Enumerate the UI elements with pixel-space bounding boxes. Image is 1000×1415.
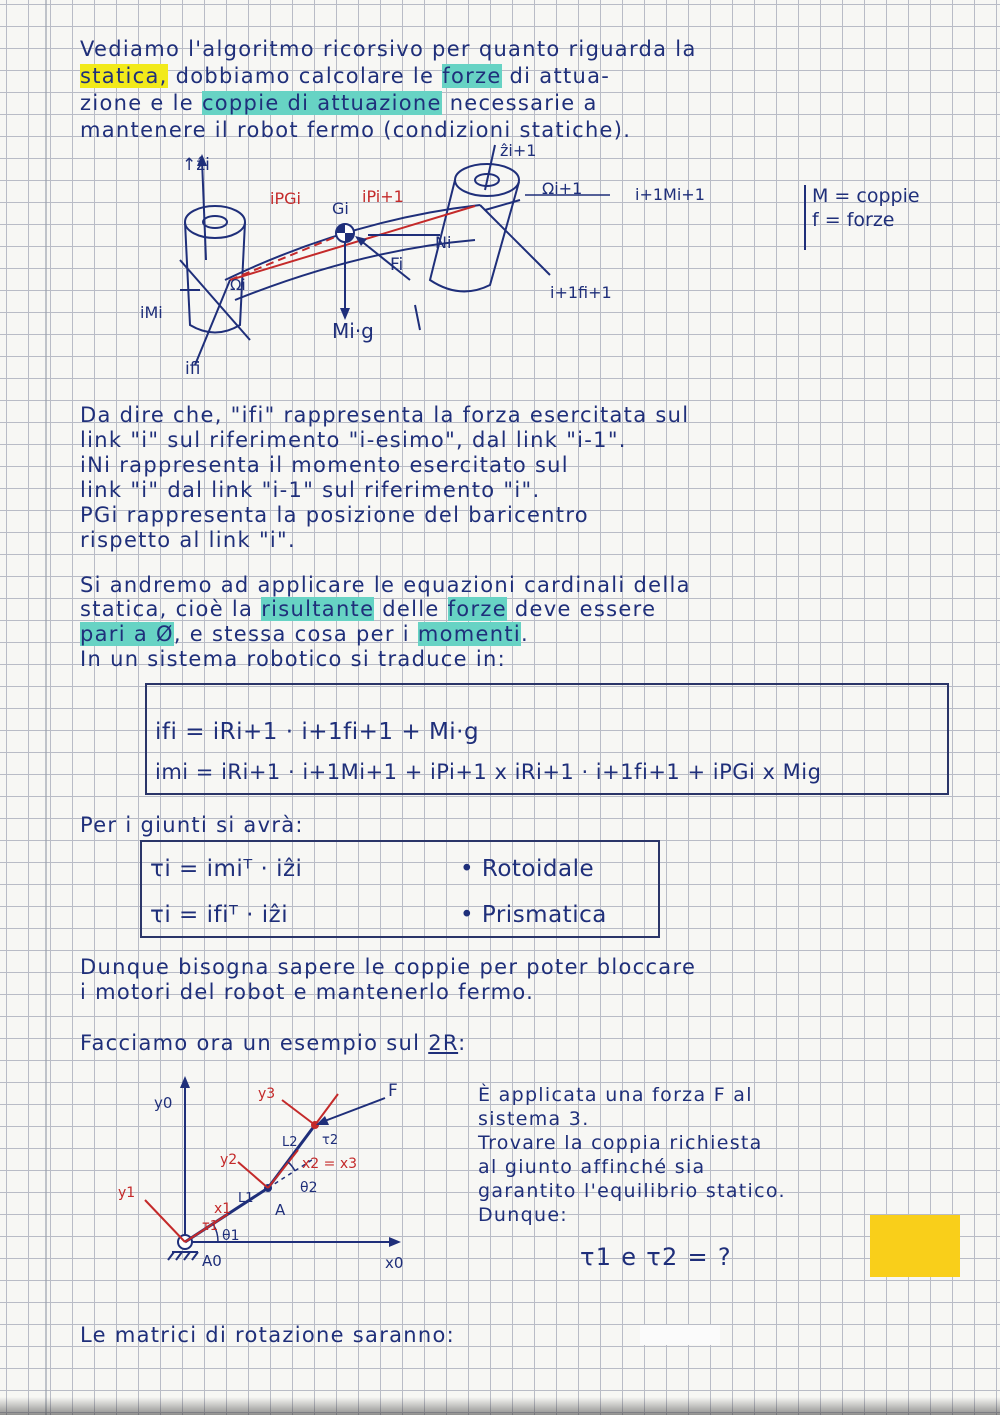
page-bottom-shadow — [0, 1397, 1000, 1415]
planar-2r-diagram — [110, 1070, 470, 1285]
label-Ni: Ni — [435, 233, 452, 252]
label-i1Mi1: i+1Mi+1 — [635, 185, 705, 204]
label-y0: y0 — [154, 1094, 173, 1112]
joint-rotoidal-equation: τi = imiᵀ · iẑi — [150, 856, 303, 882]
example-text-2: sistema 3. — [478, 1108, 590, 1130]
joints-intro: Per i giunti si avrà: — [80, 813, 304, 837]
label-x0: x0 — [385, 1254, 404, 1272]
label-iMi: iMi — [140, 303, 163, 322]
label-theta2: θ2 — [300, 1180, 318, 1196]
label-y3: y3 — [258, 1086, 276, 1102]
example-text-4: al giunto affinché sia — [478, 1156, 706, 1178]
intro-line-4: mantenere il robot fermo (condizioni statiche). — [80, 118, 632, 142]
label-Mig: Mi·g — [332, 319, 374, 343]
label-i1fi1: i+1fi+1 — [550, 283, 612, 302]
equations-intro-line-1: Si andremo ad applicare le equazioni cardinali della — [80, 573, 691, 597]
example-text-5: garantito l'equilibrio statico. — [478, 1180, 786, 1202]
force-i1fi1-line — [480, 205, 550, 275]
intro-line-1: Vediamo l'algoritmo ricorsivo per quanto riguarda la — [80, 37, 697, 61]
label-Gi: Gi — [332, 199, 349, 218]
frame-2 — [238, 1150, 298, 1188]
label-omega-i: Ωi — [230, 276, 246, 294]
label-iPi1: iPi+1 — [362, 187, 404, 206]
highlight-momenti: momenti — [417, 622, 522, 646]
axis-zi1 — [485, 145, 495, 190]
label-Fi: Fi — [390, 255, 404, 275]
margin-line — [45, 0, 47, 1415]
label-ifi: ifi — [185, 359, 201, 379]
label-y2: y2 — [220, 1152, 238, 1168]
example-text-6: Dunque: — [478, 1204, 569, 1226]
explanation-line-1: Da dire che, "ifi" rappresenta la forza esercitata sul — [80, 403, 690, 427]
example-title-2R: 2R — [428, 1031, 459, 1055]
label-tau2: τ2 — [322, 1133, 339, 1148]
conclusion-line-1: Dunque bisogna sapere le coppie per poter bloccare — [80, 955, 697, 979]
whiteout-patch — [640, 1325, 720, 1345]
example-text-3: Trovare la coppia richiesta — [478, 1132, 763, 1154]
explanation-line-5: PGi rappresenta la posizione del baricentro — [80, 503, 589, 527]
explanation-line-2: link "i" sul riferimento "i-esimo", dal link "i-1". — [80, 428, 627, 452]
label-A0: A0 — [202, 1252, 222, 1270]
intro-line-3: zione e le coppie di attuazione necessarie a — [80, 91, 598, 115]
explanation-line-3: iNi rappresenta il momento esercitato sul — [80, 453, 569, 477]
label-y1: y1 — [118, 1185, 136, 1201]
joint-prismatic-label: • Prismatica — [460, 902, 607, 928]
label-F: F — [388, 1081, 398, 1101]
label-tau1: τ1 — [202, 1219, 219, 1234]
joint-i1-cylinder — [430, 164, 519, 291]
intro-line-2: statica, dobbiamo calcolare le forze di attua- — [80, 64, 611, 88]
label-x2-x3: x2 = x3 — [302, 1156, 358, 1172]
vector-iPGi — [230, 233, 345, 280]
angle-theta2-arc — [288, 1162, 295, 1171]
legend-forze: f = forze — [812, 209, 895, 231]
label-omega-i1: Ωi+1 — [542, 179, 583, 198]
example-title: Facciamo ora un esempio sul 2R: — [80, 1031, 467, 1055]
ground-hatch — [168, 1252, 198, 1260]
joint-prismatic-equation: τi = ifiᵀ · iẑi — [150, 902, 289, 928]
label-A: A — [275, 1201, 286, 1219]
force-ifi-line — [195, 280, 230, 365]
axis-zi — [202, 160, 206, 260]
conclusion-line-2: i motori del robot e mantenerlo fermo. — [80, 980, 535, 1004]
equations-intro-line-3: pari a Ø, e stessa cosa per i momenti. — [80, 622, 529, 646]
highlight-coppie: coppie di attuazione — [201, 91, 442, 115]
label-theta1: θ1 — [222, 1228, 240, 1244]
label-zi1: ẑi+1 — [500, 141, 537, 160]
label-zi: ↑ẑi — [182, 155, 210, 175]
highlight-forze-2: forze — [447, 597, 507, 621]
label-L1: L1 — [238, 1191, 254, 1206]
example-text-1: È applicata una forza F al — [478, 1084, 753, 1106]
highlight-forze: forze — [442, 64, 502, 88]
highlight-risultante: risultante — [261, 597, 375, 621]
explanation-line-4: link "i" dal link "i-1" sul riferimento "i". — [80, 478, 541, 502]
label-x1: x1 — [214, 1201, 232, 1217]
joint-i-cylinder — [185, 206, 245, 333]
explanation-line-6: rispetto al link "i". — [80, 528, 296, 552]
equation-force: ifi = iRi+1 · i+1fi+1 + Mi·g — [155, 719, 480, 745]
label-iPGi: iPGi — [270, 189, 301, 208]
link-force-diagram — [120, 140, 960, 380]
equation-moment: imi = iRi+1 · i+1Mi+1 + iPi+1 x iRi+1 · i+1fi+1 + iPGi x Mig — [155, 760, 822, 784]
example-question: τ1 e τ2 = ? — [580, 1243, 732, 1271]
sticky-note — [870, 1215, 960, 1277]
equations-intro-line-4: In un sistema robotico si traduce in: — [80, 647, 506, 671]
highlight-pari: pari a Ø — [80, 622, 174, 646]
footer-line: Le matrici di rotazione saranno: — [80, 1323, 456, 1347]
legend-coppie: M = coppie — [812, 185, 920, 207]
joint-rotoidal-label: • Rotoidale — [460, 856, 595, 882]
frame-3 — [282, 1094, 338, 1125]
highlight-statica: statica, — [80, 64, 168, 88]
equations-intro-line-2: statica, cioè la risultante delle forze deve essere — [80, 597, 657, 621]
label-L2: L2 — [282, 1135, 298, 1150]
